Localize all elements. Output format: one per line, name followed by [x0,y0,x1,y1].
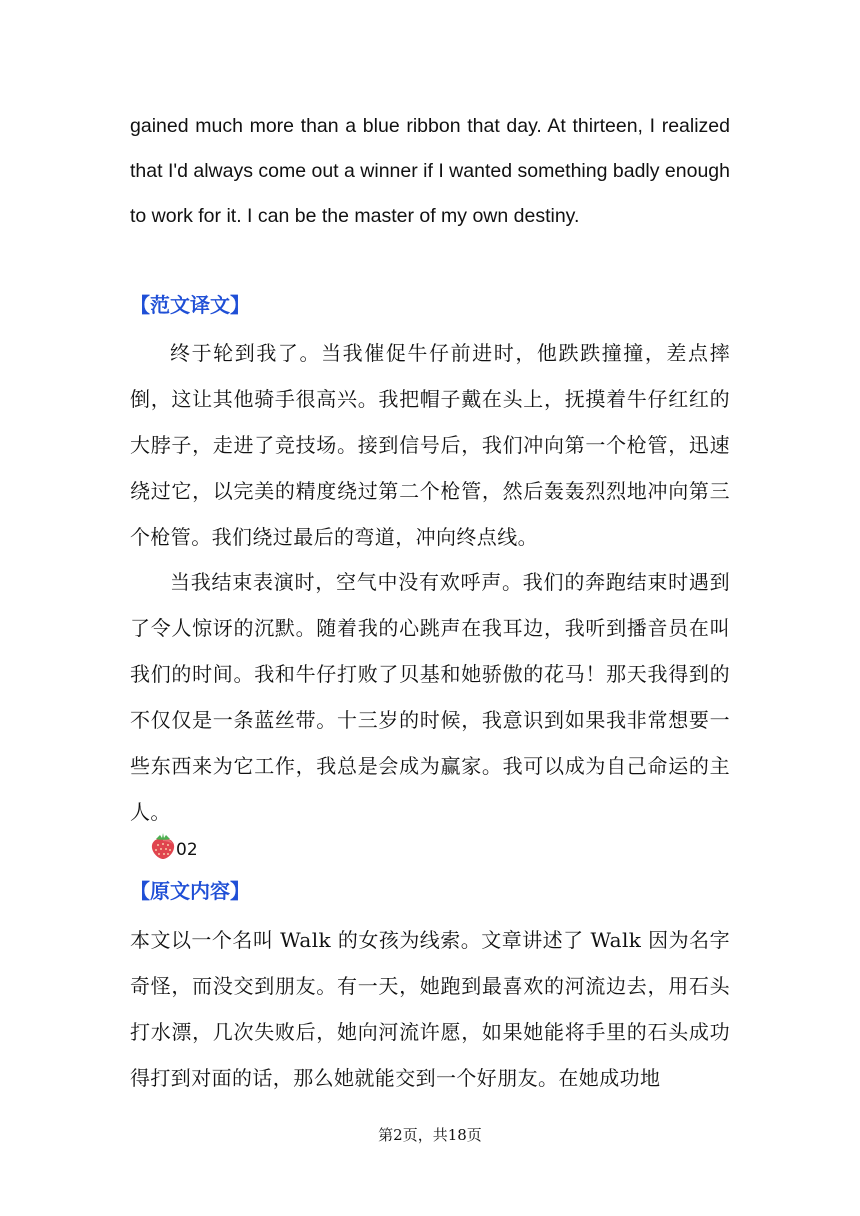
translation-heading: 【范文译文】 [130,293,250,317]
strawberry-icon [150,832,176,860]
translation-paragraph-2: 当我结束表演时，空气中没有欢呼声。我们的奔跑结束时遇到了令人惊讶的沉默。随着我的心跳声在我耳边，我听到播音员在叫我们的时间。我和牛仔打败了贝基和她骄傲的花马！那天我得到的不仅仅是一条蓝丝带。十三岁的时候，我意识到如果我非常想要一些东西来为它工作，我总是会成为赢家。我可以成为自己命运的主人。 [130,570,730,824]
page-footer: 第2页，共18页 [378,1126,482,1144]
original-summary-paragraph: 本文以一个名叫 Walk 的女孩为线索。文章讲述了 Walk 因为名字奇怪，而没交到朋友。有一天，她跑到最喜欢的河流边去，用石头打水漂，几次失败后，她向河流许愿，如果她能将手里的石头成功得打到对面的话，那么她就能交到一个好朋友。在她成功地 [130,928,730,1090]
section-marker [150,830,198,860]
english-continuation-paragraph: gained much more than a blue ribbon that day. At thirteen, I realized that I'd always come out a winner if I wanted something badly enough to work for it. I can be the master of my own destiny. [130,115,730,227]
translation-paragraph-1: 终于轮到我了。当我催促牛仔前进时，他跌跌撞撞，差点摔倒，这让其他骑手很高兴。我把帽子戴在头上，抚摸着牛仔红红的大脖子，走进了竞技场。接到信号后，我们冲向第一个枪管，迅速绕过它，以完美的精度绕过第二个枪管，然后轰轰烈烈地冲向第三个枪管。我们绕过最后的弯道，冲向终点线。 [130,341,730,549]
original-heading: 【原文内容】 [130,879,250,903]
section-number: 02 [176,840,198,860]
